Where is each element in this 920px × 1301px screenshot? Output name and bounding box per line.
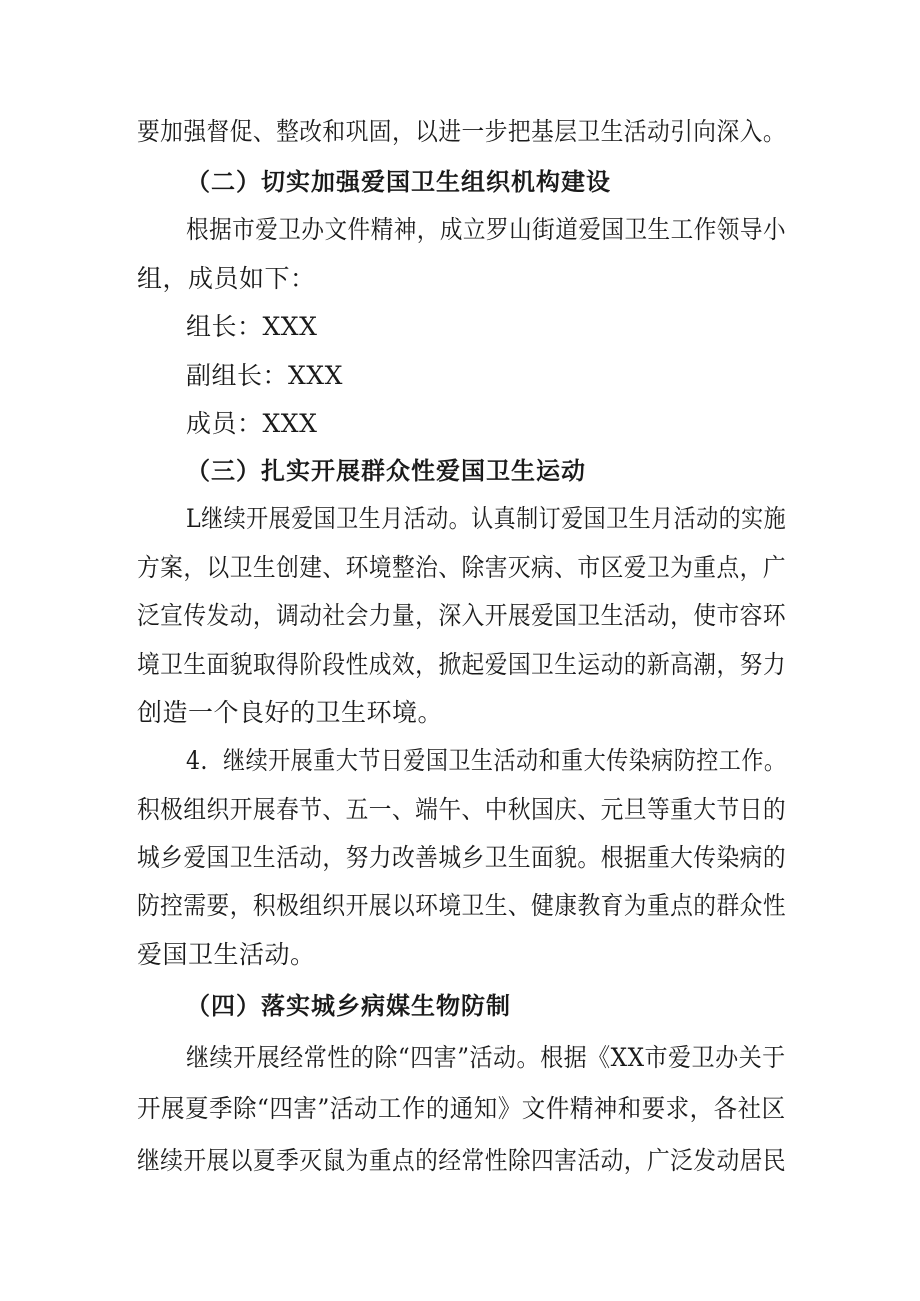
paragraph-line: 根据市爱卫办文件精神，成立罗山街道爱国卫生工作领导小 <box>186 215 787 244</box>
paragraph-line: 城乡爱国卫生活动，努力改善城乡卫生面貌。根据重大传染病的 <box>137 843 787 872</box>
paragraph-line: 要加强督促、整改和巩固，以进一步把基层卫生活动引向深入。 <box>137 117 787 146</box>
paragraph-line: 爱国卫生活动。 <box>137 940 316 969</box>
paragraph-line: 创造一个良好的卫生环境。 <box>137 698 444 727</box>
paragraph-line: 防控需要，积极组织开展以环境卫生、健康教育为重点的群众性 <box>137 891 787 920</box>
member-members: 成员：XXX <box>186 409 318 438</box>
section-heading-3: （三）扎实开展群众性爱国卫生运动 <box>186 457 586 485</box>
paragraph-line: L继续开展爱国卫生月活动。认真制订爱国卫生月活动的实施 <box>186 504 787 533</box>
paragraph-line: 泛宣传发动，调动社会力量，深入开展爱国卫生活动，使市容环 <box>137 601 787 630</box>
member-leader: 组长：XXX <box>186 312 318 341</box>
paragraph-line: 继续开展经常性的除“四害”活动。根据《XX市爱卫办关于 <box>186 1043 786 1072</box>
paragraph-line: 继续开展以夏季灭鼠为重点的经常性除四害活动，广泛发动居民 <box>137 1146 787 1175</box>
member-deputy-leader: 副组长：XXX <box>186 361 343 390</box>
section-heading-4: （四）落实城乡病媒生物防制 <box>186 992 511 1020</box>
section-heading-2: （二）切实加强爱国卫生组织机构建设 <box>186 168 611 196</box>
paragraph-line: 组，成员如下： <box>137 264 316 293</box>
paragraph-line: 开展夏季除“四害”活动工作的通知》文件精神和要求，各社区 <box>137 1094 786 1123</box>
paragraph-line: 方案，以卫生创建、环境整治、除害灭病、市区爱卫为重点，广 <box>137 553 787 582</box>
paragraph-line: 积极组织开展春节、五一、端午、中秋国庆、元旦等重大节日的 <box>137 795 787 824</box>
paragraph-line: 4．继续开展重大节日爱国卫生活动和重大传染病防控工作。 <box>186 746 787 775</box>
paragraph-line: 境卫生面貌取得阶段性成效，掀起爱国卫生运动的新高潮，努力 <box>137 650 787 679</box>
